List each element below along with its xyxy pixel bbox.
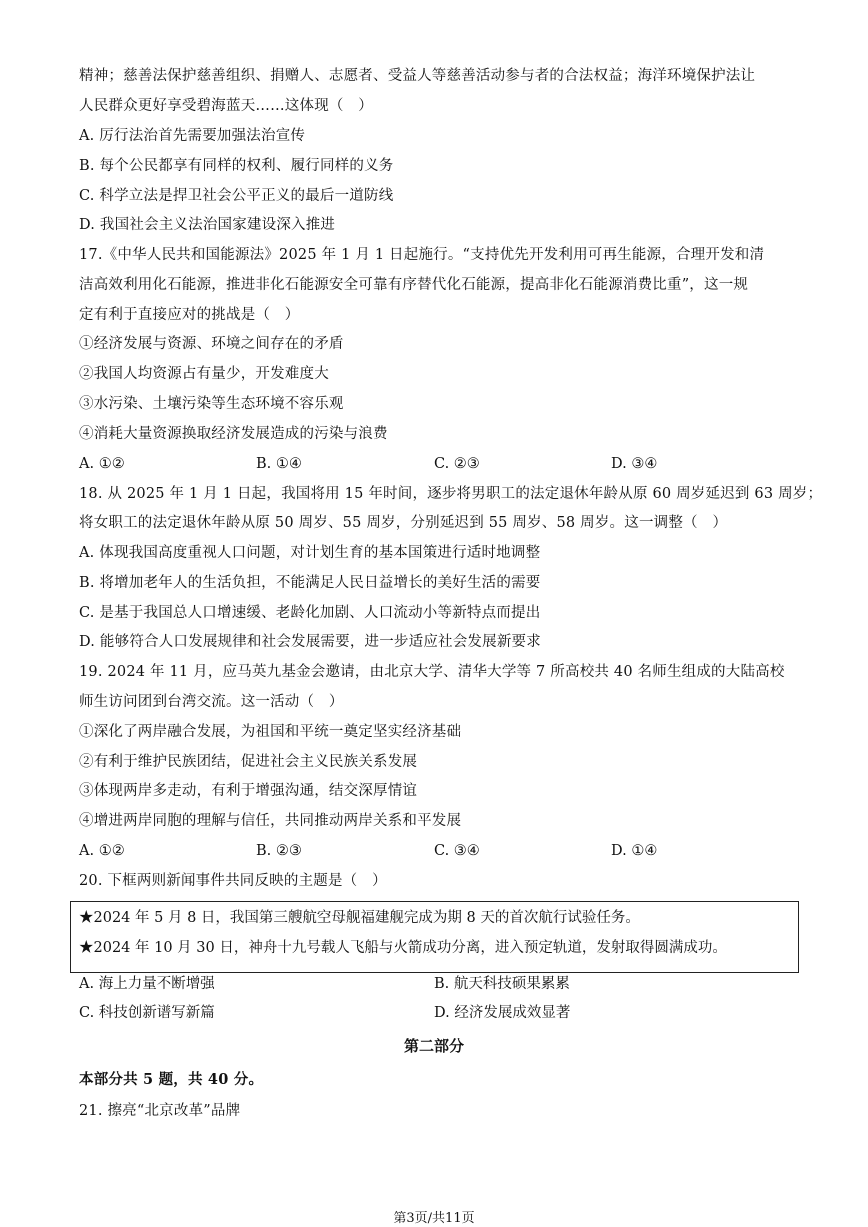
q20-choice-a: A. 海上力量不断增强 — [79, 976, 215, 992]
q16-stem-line2: 人民群众更好享受碧海蓝天……这体现（ ） — [79, 98, 373, 114]
q17-choice-b: B. ①④ — [256, 456, 302, 472]
q18-stem-line2: 将女职工的法定退休年龄从原 50 周岁、55 周岁，分别延迟到 55 周岁、58 周岁。这一调整（ ） — [79, 515, 728, 531]
q19-item-2: ②有利于维护民族团结，促进社会主义民族关系发展 — [79, 754, 418, 770]
q19-item-4: ④增进两岸同胞的理解与信任，共同推动两岸关系和平发展 — [79, 813, 462, 829]
q18-option-d: D. 能够符合人口发展规律和社会发展需要，进一步适应社会发展新要求 — [79, 634, 541, 650]
q19-choice-d: D. ①④ — [611, 843, 658, 859]
q20-choice-b: B. 航天科技硕果累累 — [434, 976, 570, 992]
q17-choice-a: A. ①② — [79, 456, 125, 472]
q17-item-3: ③水污染、土壤污染等生态环境不容乐观 — [79, 396, 344, 412]
q17-choice-c: C. ②③ — [434, 456, 480, 472]
q16-stem-line1: 精神；慈善法保护慈善组织、捐赠人、志愿者、受益人等慈善活动参与者的合法权益；海洋环境保护法让 — [79, 68, 756, 84]
page-footer: 第3页/共11页 — [393, 1211, 475, 1226]
q19-choice-b: B. ②③ — [256, 843, 302, 859]
q17-item-1: ①经济发展与资源、环境之间存在的矛盾 — [79, 336, 344, 352]
q19-choice-a: A. ①② — [79, 843, 125, 859]
q17-stem-line3: 定有利于直接应对的挑战是（ ） — [79, 307, 300, 323]
news-box — [70, 901, 799, 973]
q16-option-b: B. 每个公民都享有同样的权利、履行同样的义务 — [79, 158, 394, 174]
part2-note: 本部分共 5 题，共 40 分。 — [79, 1071, 264, 1088]
q18-stem-line1: 18. 从 2025 年 1 月 1 日起，我国将用 15 年时间，逐步将男职工的法定退休年龄从原 60 周岁延迟到 63 周岁； — [79, 486, 823, 502]
q19-stem-line1: 19. 2024 年 11 月，应马英九基金会邀请，由北京大学、清华大学等 7 所高校共 40 名师生组成的大陆高校 — [79, 664, 785, 680]
part2-title: 第二部分 — [403, 1037, 464, 1055]
q16-option-a: A. 厉行法治首先需要加强法治宣传 — [79, 128, 306, 144]
q19-item-3: ③体现两岸多走动，有利于增强沟通，结交深厚情谊 — [79, 783, 418, 799]
q19-item-1: ①深化了两岸融合发展，为祖国和平统一奠定坚实经济基础 — [79, 724, 462, 740]
q20-choice-d: D. 经济发展成效显著 — [434, 1005, 571, 1021]
q19-choice-c: C. ③④ — [434, 843, 480, 859]
news-item-1: ★2024 年 5 月 8 日，我国第三艘航空母舰福建舰完成为期 8 天的首次航行试验任务。 — [79, 910, 640, 926]
q19-stem-line2: 师生访问团到台湾交流。这一活动（ ） — [79, 694, 344, 710]
q18-option-a: A. 体现我国高度重视人口问题，对计划生育的基本国策进行适时地调整 — [79, 545, 541, 561]
news-item-2: ★2024 年 10 月 30 日，神舟十九号载人飞船与火箭成功分离，进入预定轨道，发射取得圆满成功。 — [79, 940, 727, 956]
q20-choice-c: C. 科技创新谱写新篇 — [79, 1005, 215, 1021]
q17-item-2: ②我国人均资源占有量少，开发难度大 — [79, 366, 329, 382]
q18-option-c: C. 是基于我国总人口增速缓、老龄化加剧、人口流动小等新特点而提出 — [79, 605, 541, 621]
q17-stem-line1: 17.《中华人民共和国能源法》2025 年 1 月 1 日起施行。“支持优先开发利用可再生能源，合理开发和清 — [79, 247, 765, 263]
q17-choice-d: D. ③④ — [611, 456, 658, 472]
q17-item-4: ④消耗大量资源换取经济发展造成的污染与浪费 — [79, 426, 388, 442]
q17-stem-line2: 洁高效利用化石能源，推进非化石能源安全可靠有序替代化石能源，提高非化石能源消费比重”，这一规 — [79, 277, 749, 293]
q16-option-c: C. 科学立法是捍卫社会公平正义的最后一道防线 — [79, 188, 394, 204]
q16-option-d: D. 我国社会主义法治国家建设深入推进 — [79, 217, 336, 233]
q20-stem: 20. 下框两则新闻事件共同反映的主题是（ ） — [79, 873, 387, 889]
q21-title: 21. 擦亮“北京改革”品牌 — [79, 1103, 241, 1119]
q18-option-b: B. 将增加老年人的生活负担，不能满足人民日益增长的美好生活的需要 — [79, 575, 541, 591]
